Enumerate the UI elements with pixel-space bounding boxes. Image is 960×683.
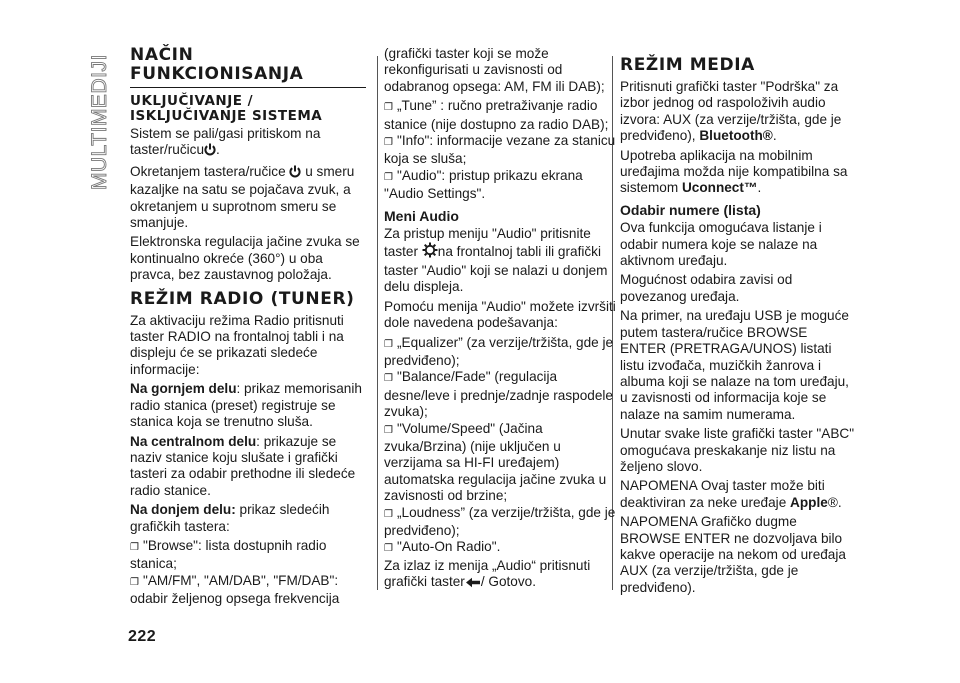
power-icon [289,165,301,182]
note: NAPOMENA Grafičko dugme BROWSE ENTER ne dozvoljava bilo kakve operacije na nekom od uređaja AUX (za verzije/tržišta, gde je predviđeno). [620,514,846,595]
arrow-bullet-icon: ❐ [384,508,393,520]
heading-track-selection: Odabir numere (lista) [620,201,761,218]
list-item: ❐ "Volume/Speed" (Jačina zvuka/Brzina) (nije uključen u verzijama sa HI-FI uređajem) automatska regulacija jačine zvuka u zavisnosti od brzine; [384,420,607,504]
arrow-bullet-icon: ❐ [384,373,393,385]
arrow-bullet-icon: ❐ [384,424,393,436]
paragraph: Sistem se pali/gasi pritiskom na taster/ručicu . [130,126,366,161]
column-divider [377,56,378,590]
paragraph: Unutar svake liste grafički taster "ABC" omogućava preskakanje niz listu na željeno slovo. [620,426,855,474]
column-3 [620,46,856,599]
list-item: ❐ "Auto-On Radio". [384,539,620,557]
power-icon [204,143,216,160]
arrow-bullet-icon: ❐ [384,137,393,149]
paragraph: Na gornjem delu: prikaz memorisanih radio stanica (preset) registruje se stanica koja se trenutno sluša. [130,381,362,430]
paragraph: Za pristup meniju "Audio" pritisnite taster na frontalnoj tabli ili grafički taster "Audio" koji se nalazi u donjem delu displeja. [384,226,608,295]
arrow-bullet-icon: ❐ [130,541,139,553]
list-item: ❐ „Tune” : ručno pretraživanje radio stanice (nije dostupno za radio DAB); [384,98,609,132]
back-arrow-icon [465,576,481,592]
paragraph: Elektronska regulacija jačine zvuka se kontinualno okreće (360°) u oba pravca, bez zaustavnog položaja. [130,234,360,283]
paragraph: Pomoću menija "Audio" možete izvršiti dole navedena podešavanja: [384,298,616,331]
paragraph: Na primer, na uređaju USB je moguće putem tastera/ručice BROWSE ENTER (PRETRAGA/UNOS) listati listu izvođača, muzičkih žanrova i albuma koji se nalaze na tom uređaju, u zavisnosti od informacija koje se nalaze na samim numerama. [620,308,849,422]
audio-settings-icon [422,242,438,262]
section-title: NAČIN FUNKCIONISANJA [130,46,366,88]
paragraph: Ova funkcija omogućava listanje i odabir numera koje se nalaze na aktivnom uređaju. [620,220,822,269]
page-number: 222 [128,628,157,645]
paragraph: Za izlaz iz menija „Audio“ pritisnuti grafički taster / Gotovo. [384,558,620,593]
paragraph: Na centralnom delu: prikazuje se naziv stanice koju slušate i grafički tasteri za odabir prethodne ili sledeće radio stanice. [130,433,356,498]
paragraph: Okretanjem tastera/ručice u smeru kazaljke na satu se pojačava zvuk, a okretanjem u suprotnom smeru se smanjuje. [130,163,355,231]
arrow-bullet-icon: ❐ [384,102,393,114]
arrow-bullet-icon: ❐ [384,338,393,350]
paragraph: Upotreba aplikacija na mobilnim uređajima možda nije kompatibilna sa sistemom Uconnect™. [620,147,848,196]
arrow-bullet-icon: ❐ [384,171,393,183]
arrow-bullet-icon: ❐ [384,543,393,555]
paragraph: (grafički taster koji se može rekonfigurisati u zavisnosti od odabranog opsega: AM, FM ili DAB); [384,46,605,94]
arrow-bullet-icon: ❐ [130,576,139,588]
paragraph: Na donjem delu: prikaz sledećih grafičkih tastera: [130,502,330,534]
heading-radio-mode: REŽIM RADIO (TUNER) [130,288,355,309]
paragraph: Pritisnuti grafički taster "Podrška" za izbor jednog od raspoloživih audio izvora: AUX (za verzije/tržišta, gde je predviđeno), Bluetooth®. [620,79,842,144]
column-1 [130,46,366,608]
column-2 [384,46,620,596]
note: NAPOMENA Ovaj taster može biti deaktiviran za neke uređaje Apple®. [620,478,842,510]
list-item: ❐ „Equalizer” (za verzije/tržišta, gde je predviđeno); [384,334,614,368]
section-side-label [84,44,114,190]
heading-on-off: UKLJUČIVANJE / ISKLJUČIVANJE SISTEMA [130,93,323,124]
side-label-text: MULTIMEDIJI [88,54,111,190]
heading-media-mode: REŽIM MEDIA [620,55,755,75]
list-item: ❐ "Audio": pristup prikazu ekrana "Audio Settings". [384,167,583,202]
list-item: ❐ "Balance/Fade" (regulacija desne/leve i prednje/zadnje raspodele zvuka); [384,369,613,420]
list-item: ❐ "Browse": lista dostupnih radio stanica; [130,537,327,572]
list-item: ❐ "Info": informacije vezane za stanicu koja se sluša; [384,133,616,167]
paragraph: Mogućnost odabira zavisi od povezanog uređaja. [620,272,793,304]
list-item: ❐ „Loudness” (za verzije/tržišta, gde je predviđeno); [384,504,616,538]
paragraph: Za aktivaciju režima Radio pritisnuti taster RADIO na frontalnoj tabli i na displeju će se prikazati sledeće informacije: [130,312,344,377]
list-item: ❐ "AM/FM", "AM/DAB", "FM/DAB": odabir željenog opsega frekvencija [130,572,340,607]
heading-audio-menu: Meni Audio [384,207,459,224]
